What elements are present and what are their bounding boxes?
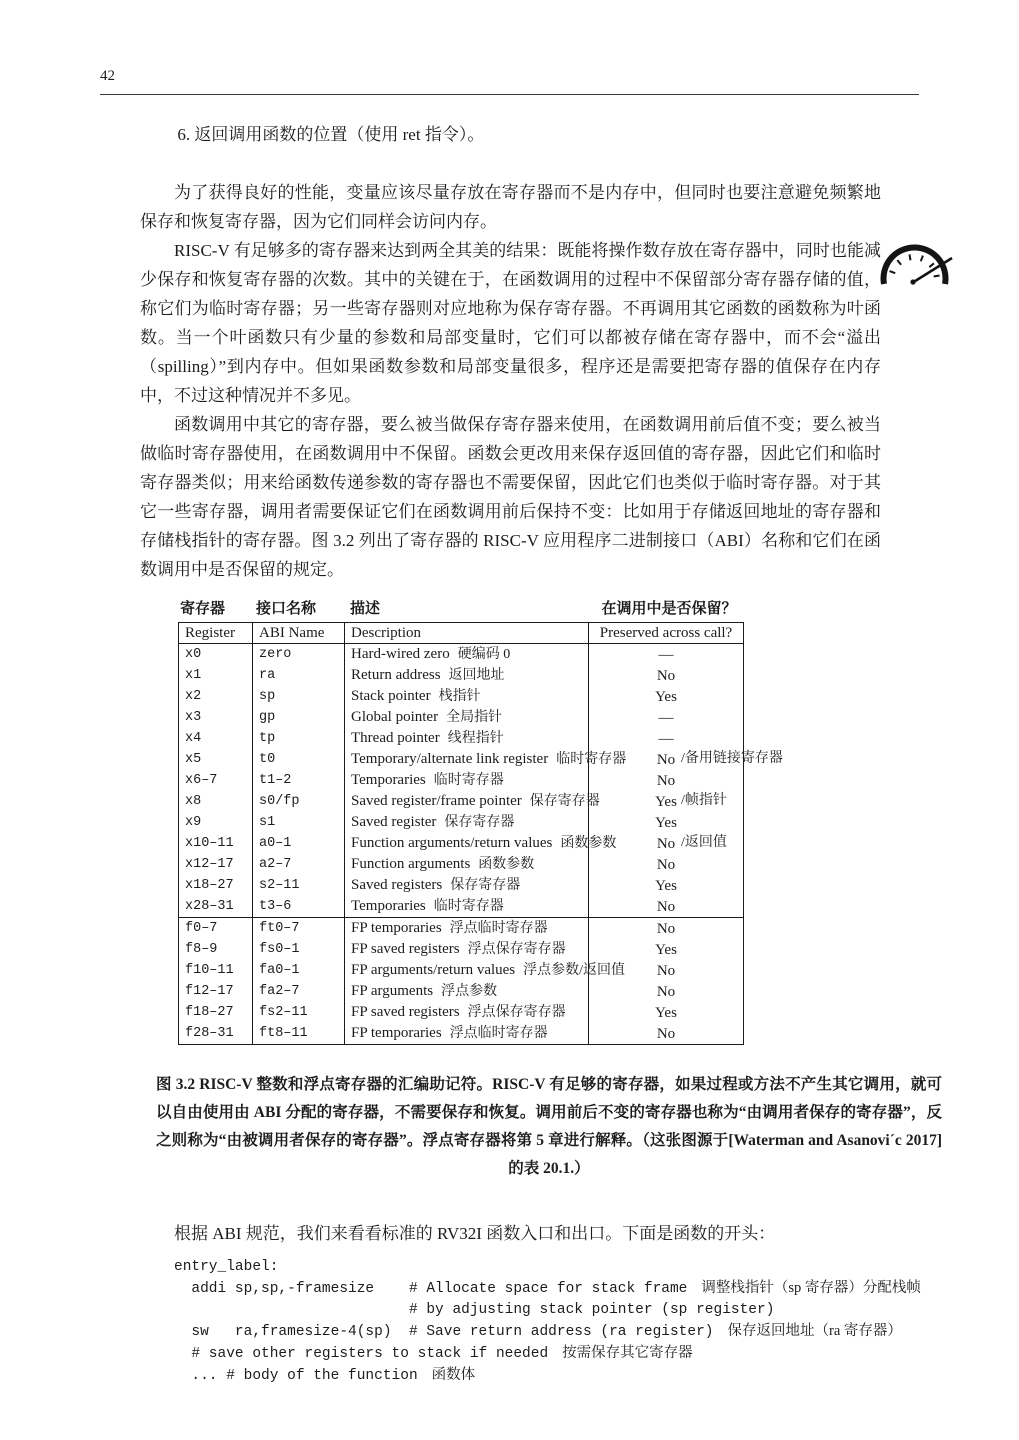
paragraph-registers: RISC-V 有足够多的寄存器来达到两全其美的结果：既能将操作数存放在寄存器中，同时也能减少保存和恢复寄存器的次数。其中的关键在于，在函数调用的过程中不保留部分寄存器存储的值，称它们为临时寄存器；另一些寄存器则对应地称为保存寄存器。不再调用其它函数的函数称为叶函数。当一个叶函数只有少量的参数和局部变量时，它们可以都被存储在寄存器中，而不会“溢出（spilling）”到内存中。但如果函数参数和局部变量很多，程序还是需要把寄存器的值保存在内存中，不过这种情况并不多见。: [140, 241, 881, 405]
preserved-value: No: [656, 667, 676, 684]
description-en: Return address: [351, 667, 441, 683]
description-en: Function arguments: [351, 856, 471, 872]
preserved-note: /返回值: [681, 835, 727, 850]
description-en: Global pointer: [351, 709, 439, 725]
description-cell: [345, 875, 589, 896]
preserved-value: No: [656, 1025, 676, 1042]
register-cell: x6–7: [185, 772, 218, 788]
description-zh: 返回地址: [448, 668, 505, 683]
register-cell: x12–17: [185, 856, 234, 872]
code-line: [174, 1278, 921, 1300]
preserved-value: Yes: [655, 814, 677, 831]
description-zh: 全局指针: [446, 710, 503, 725]
speedometer-icon: [872, 234, 956, 294]
abi-name-cell: fs2–11: [253, 1002, 345, 1023]
description-en: FP saved registers: [351, 941, 460, 957]
description-zh: 浮点临时寄存器: [449, 921, 548, 936]
zh-header-abi-name: 接口名称: [256, 600, 317, 617]
description-zh: 浮点保存寄存器: [467, 1005, 566, 1020]
abi-name-cell: ra: [253, 665, 345, 686]
preserved-cell: [589, 981, 744, 1002]
preserved-value: No: [656, 772, 676, 789]
register-row: [179, 875, 744, 896]
zh-header-register: 寄存器: [180, 600, 226, 617]
register-cell: f0–7: [185, 920, 218, 936]
description-cell: [345, 728, 589, 749]
description-en: FP saved registers: [351, 1004, 460, 1020]
preserved-value: —: [658, 646, 674, 663]
abi-name-cell: zero: [253, 644, 345, 666]
register-cell: f28–31: [185, 1025, 234, 1041]
register-cell: x9: [185, 814, 202, 830]
description-zh: 临时寄存器: [556, 752, 627, 767]
description-cell: [345, 854, 589, 875]
fp-registers-group: [179, 918, 744, 1045]
abi-name-cell: t3–6: [253, 896, 345, 918]
description-cell: [345, 665, 589, 686]
description-cell: [345, 686, 589, 707]
preserved-cell: [589, 833, 744, 854]
description-cell: [345, 644, 589, 666]
preserved-cell: [589, 770, 744, 791]
preserved-value: No: [656, 898, 676, 915]
register-table: [178, 622, 783, 1045]
preserved-cell: [589, 1002, 744, 1023]
register-cell: x18–27: [185, 877, 234, 893]
register-row: [179, 665, 744, 686]
register-cell: x4: [185, 730, 202, 746]
code-line: [174, 1257, 881, 1278]
description-cell: [345, 833, 617, 854]
preserved-cell: [589, 939, 744, 960]
preserved-value: No: [656, 962, 676, 979]
description-zh: 浮点保存寄存器: [467, 942, 566, 957]
paragraph-calling-convention: 函数调用中其它的寄存器，要么被当做保存寄存器来使用，在函数调用前后值不变；要么被当做临时寄存器使用，在函数调用中不保留。函数会更改用来保存返回值的寄存器，因此它们和临时寄存器类似；用来给函数传递参数的寄存器也不需要保留，因此它们也类似于临时寄存器。对于其它一些寄存器，调用者需要保证它们在函数调用前后保持不变：比如用于存储返回地址的寄存器和存储栈指针的寄存器。图 3.2 列出了寄存器的 RISC-V 应用程序二进制接口（ABI）名称和它们在函数调用中是否保留的规定。: [140, 415, 881, 579]
description-en: FP arguments/return values: [351, 962, 516, 978]
description-zh: 硬编码 0: [457, 647, 511, 662]
preserved-value: Yes: [655, 877, 677, 894]
register-cell: x1: [185, 667, 202, 683]
description-en: Temporaries: [351, 898, 426, 914]
register-row: [179, 791, 744, 812]
code-line: [174, 1300, 881, 1321]
figure-caption: 图 3.2 RISC-V 整数和浮点寄存器的汇编助记符。RISC-V 有足够的寄存器，如果过程或方法不产生其它调用，就可以自由使用由 ABI 分配的寄存器，不需要保存和恢复。调用前后不变的寄存器也称为“由调用者保存的寄存器”，反之则称为“由被调用者保存的寄存器”。浮点寄存器将第 5 章进行解释。（这张图源于[Waterman and Asanovi´c 2017]的表 20.1.）: [156, 1076, 942, 1177]
description-zh: 保存寄存器: [444, 815, 515, 830]
figure-3-2: [156, 597, 942, 1183]
description-en: Stack pointer: [351, 688, 431, 704]
description-zh: 保存寄存器: [529, 794, 600, 809]
code-text: # save other registers to stack if needed: [174, 1346, 549, 1362]
register-cell: f8–9: [185, 941, 218, 957]
description-en: Saved register: [351, 814, 437, 830]
description-en: Temporary/alternate link register: [351, 751, 549, 767]
code-annotation-zh: 调整栈指针（sp 寄存器）分配栈帧: [701, 1280, 921, 1296]
description-cell: [345, 770, 589, 791]
code-line: [174, 1321, 902, 1343]
preserved-value: No: [656, 920, 676, 937]
description-en: Saved registers: [351, 877, 443, 893]
description-en: Thread pointer: [351, 730, 440, 746]
description-en: FP temporaries: [351, 920, 442, 936]
code-text: # by adjusting stack pointer (sp register): [174, 1302, 775, 1318]
abi-name-cell: sp: [253, 686, 345, 707]
register-row: [179, 728, 744, 749]
description-en: FP temporaries: [351, 1025, 442, 1041]
preserved-cell: [589, 960, 744, 981]
preserved-cell: [589, 875, 744, 896]
description-zh: 浮点临时寄存器: [449, 1026, 548, 1041]
register-cell: x28–31: [185, 898, 234, 914]
code-annotation-zh: 保存返回地址（ra 寄存器）: [727, 1323, 902, 1339]
description-zh: 浮点参数/返回值: [523, 963, 626, 978]
preserved-value: Yes: [655, 793, 677, 810]
register-row: [179, 1023, 744, 1045]
preserved-cell: [589, 644, 744, 666]
register-row: [179, 833, 744, 854]
description-cell: [345, 918, 589, 940]
description-en: Function arguments/return values: [351, 835, 553, 851]
description-cell: [345, 896, 589, 918]
code-annotation-zh: 函数体: [431, 1367, 476, 1383]
description-en: FP arguments: [351, 983, 434, 999]
preserved-cell: [589, 918, 744, 940]
abi-name-cell: t0: [253, 749, 345, 770]
speedometer-icon-svg: [872, 234, 956, 294]
abi-name-cell: ft0–7: [253, 918, 345, 940]
abi-name-cell: gp: [253, 707, 345, 728]
register-cell: x5: [185, 751, 202, 767]
code-text: sw ra,framesize-4(sp) # Save return address (ra register): [174, 1324, 714, 1340]
register-row: [179, 686, 744, 707]
register-row: [179, 981, 744, 1002]
list-item-6: 6. 返回调用函数的位置（使用 ret 指令）。: [177, 125, 485, 144]
preserved-note: /帧指针: [681, 793, 727, 808]
register-row: [179, 960, 744, 981]
paragraph-abi-intro: 根据 ABI 规范，我们来看看标准的 RV32I 函数入口和出口。下面是函数的开头：: [174, 1224, 776, 1243]
col-header-preserved: Preserved across call?: [589, 623, 744, 644]
preserved-cell: [589, 896, 744, 918]
preserved-note: /备用链接寄存器: [681, 751, 783, 766]
page-number: 42: [100, 68, 115, 84]
preserved-cell: [589, 665, 744, 686]
register-cell: f10–11: [185, 962, 234, 978]
abi-name-cell: a0–1: [253, 833, 345, 854]
code-annotation-zh: 按需保存其它寄存器: [562, 1345, 693, 1361]
description-zh: 栈指针: [438, 689, 481, 704]
description-en: Saved register/frame pointer: [351, 793, 522, 809]
description-cell: [345, 939, 589, 960]
preserved-cell: [589, 791, 744, 812]
col-header-abi-name: ABI Name: [253, 623, 345, 644]
preserved-value: —: [658, 730, 674, 747]
abi-name-cell: tp: [253, 728, 345, 749]
code-text: entry_label:: [174, 1259, 279, 1275]
integer-registers-group: [179, 644, 783, 918]
description-zh: 临时寄存器: [433, 899, 504, 914]
description-zh: 临时寄存器: [433, 773, 504, 788]
register-cell: f12–17: [185, 983, 234, 999]
preserved-cell: [589, 854, 744, 875]
register-row: [179, 644, 744, 666]
preserved-value: No: [656, 983, 676, 1000]
register-row: [179, 939, 744, 960]
register-row: [179, 707, 744, 728]
register-cell: f18–27: [185, 1004, 234, 1020]
description-zh: 线程指针: [447, 731, 504, 746]
description-zh: 函数参数: [478, 857, 535, 872]
abi-name-cell: s2–11: [253, 875, 345, 896]
preserved-cell: [589, 707, 744, 728]
register-row: [179, 749, 744, 770]
abi-name-cell: t1–2: [253, 770, 345, 791]
preserved-cell: [589, 1023, 744, 1045]
preserved-value: No: [656, 835, 676, 852]
register-cell: x2: [185, 688, 202, 704]
preserved-value: Yes: [655, 1004, 677, 1021]
preserved-cell: [589, 812, 744, 833]
register-cell: x8: [185, 793, 202, 809]
register-row: [179, 1002, 744, 1023]
abi-name-cell: fa0–1: [253, 960, 345, 981]
preserved-cell: [589, 728, 744, 749]
description-zh: 保存寄存器: [450, 878, 521, 893]
preserved-value: No: [656, 751, 676, 768]
register-row: [179, 896, 744, 918]
description-cell: [345, 812, 589, 833]
col-header-register: Register: [179, 623, 253, 644]
zh-header-description: 描述: [350, 600, 381, 617]
code-text: addi sp,sp,-framesize # Allocate space for stack frame: [174, 1281, 688, 1297]
preserved-cell: [589, 686, 744, 707]
register-table-head: [179, 623, 744, 644]
code-line: [174, 1365, 881, 1387]
register-row: [179, 918, 744, 940]
page-header: [100, 68, 919, 95]
preserved-value: Yes: [655, 688, 677, 705]
abi-name-cell: a2–7: [253, 854, 345, 875]
preserved-value: Yes: [655, 941, 677, 958]
code-text: ... # body of the function: [174, 1368, 418, 1384]
zh-header-preserved: 在调用中是否保留？: [601, 600, 737, 617]
register-cell: x0: [185, 646, 202, 662]
preserved-cell: [589, 749, 783, 770]
description-en: Hard-wired zero: [351, 646, 450, 662]
register-cell: x10–11: [185, 835, 234, 851]
page-content: [140, 110, 942, 1387]
description-cell: [345, 960, 626, 981]
description-cell: [345, 749, 627, 770]
description-zh: 函数参数: [560, 836, 617, 851]
abi-name-cell: fa2–7: [253, 981, 345, 1002]
abi-name-cell: fs0–1: [253, 939, 345, 960]
abi-name-cell: ft8–11: [253, 1023, 345, 1045]
preserved-value: —: [658, 709, 674, 726]
preserved-value: No: [656, 856, 676, 873]
table-chinese-header-row: [178, 597, 744, 622]
description-cell: [345, 1002, 589, 1023]
description-cell: [345, 791, 600, 812]
abi-name-cell: s1: [253, 812, 345, 833]
description-cell: [345, 981, 589, 1002]
code-line: [174, 1343, 881, 1365]
register-row: [179, 812, 744, 833]
abi-name-cell: s0/fp: [253, 791, 345, 812]
description-cell: [345, 707, 589, 728]
register-cell: x3: [185, 709, 202, 725]
table-header-row: [179, 623, 744, 644]
register-row: [179, 854, 744, 875]
paragraph-performance: 为了获得良好的性能，变量应该尽量存放在寄存器而不是内存中，但同时也要注意避免频繁地保存和恢复寄存器，因为它们同样会访问内存。: [140, 183, 881, 231]
description-en: Temporaries: [351, 772, 426, 788]
description-cell: [345, 1023, 589, 1045]
description-zh: 浮点参数: [441, 984, 498, 999]
col-header-description: Description: [345, 623, 589, 644]
register-row: [179, 770, 744, 791]
code-block: [174, 1257, 921, 1387]
